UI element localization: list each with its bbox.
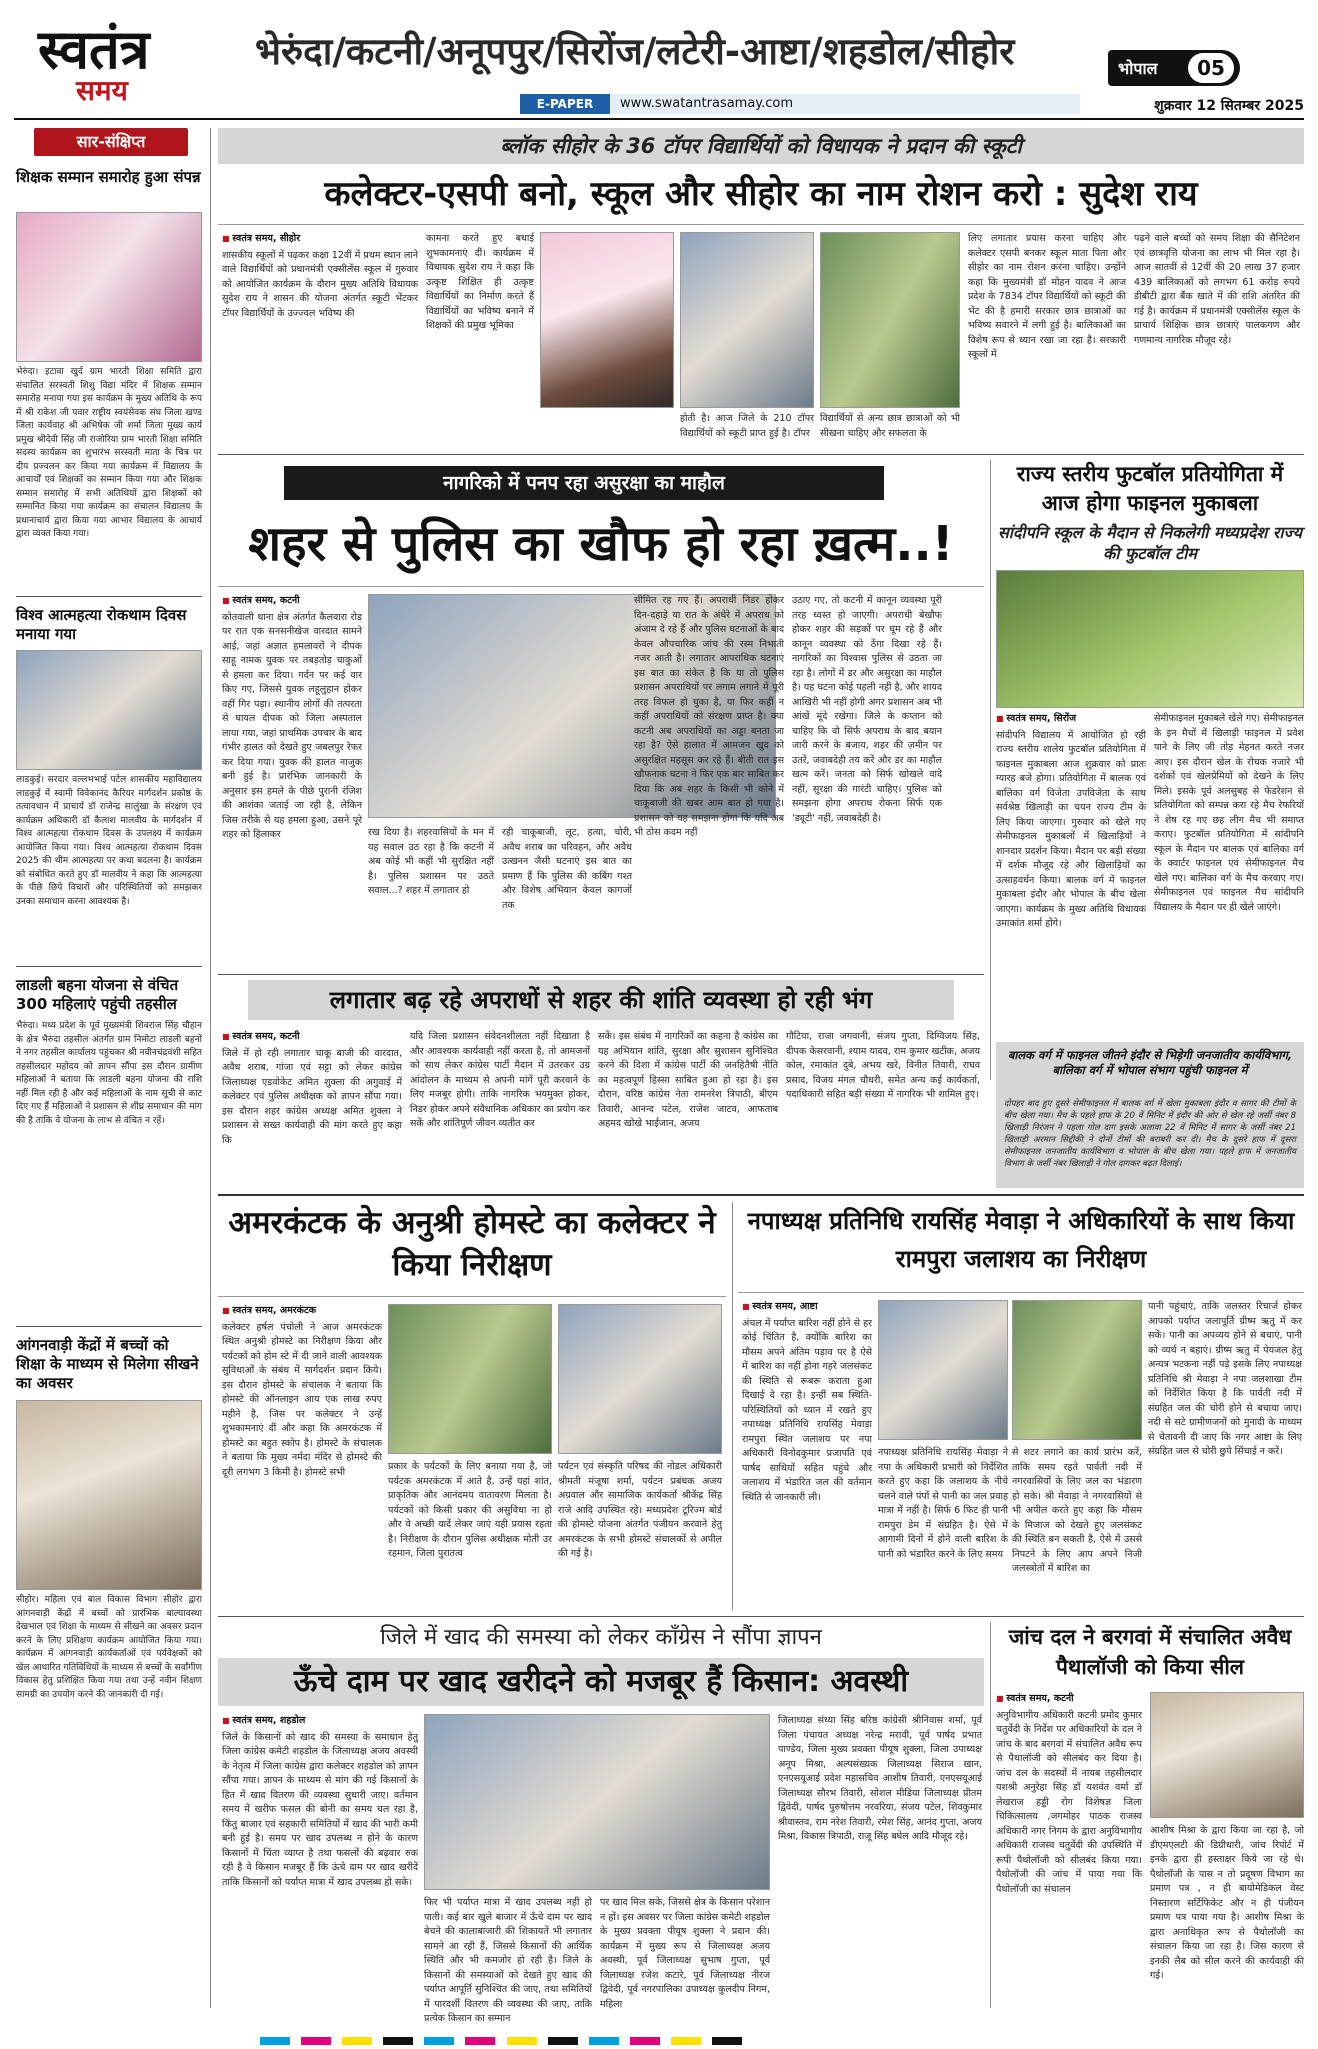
color-swatch-black-3 xyxy=(712,2037,742,2045)
cities-line: भेरुंदा/कटनी/अनूपपुर/सिरोंज/लटेरी-आष्टा/शहडोल/सीहोर xyxy=(255,30,1015,73)
story-2-byline: ■ स्वतंत्र समय, कटनी xyxy=(222,594,362,609)
sidebar-item-1-text: भेरुंदा। इटावा खुर्द ग्राम भारती शिक्षा समिति द्वारा संचालित सरस्वती शिशु विद्या मंदिर में शिक्षक सम्मान समारोह मनाया गया इस कार्यक्रम के मुख्य अतिथि के रूप में श्री राकेश जी पवार राष्ट्रीय स्वयंसेवक संघ जिला खण्ड जिला कार्यवाह श्री अभिषेक जी शर्मा जिला मुख्य कार्य प्रमुख श्रीदेवी सिंह जी राजोरिया ग्राम भारती शिक्षा समिति सदस्य कार्यक्रम का शुभारंभ सरस्वती माता के चित्र पर दीप प्रज्वलन कर किया गया कार्यक्रम में विद्यालय के आचार्यों एवं शिक्षकों का सम्मान किया गया और शिक्षक सम्मान समारोह में सभी अतिथियों द्वारा शिक्षकों को सम्मानित किया गया कार्यक्रम का संचालन विद्यालय के प्रधानाचार्य द्वारा किया गया आभार विद्यालय के आचार्य द्वारा व्यक्त किया गया। xyxy=(16,367,202,539)
story-1-col4: विद्यार्थियों से अन्य छात्र छात्राओं को भी सीखना चाहिए और सफलता के xyxy=(820,413,960,439)
sidebar-item-4-photo xyxy=(16,1400,202,1590)
print-color-strip xyxy=(260,2030,1060,2040)
story-1-col2: कामना करते हुए बधाई शुभकामनाएं दीं। कार्यक्रम में विधायक सुदेश राय ने कहा कि उत्कृष्ट शिक्षित ही उत्कृष्ट विद्यार्थियों का निर्माण करते हैं विद्यार्थियों का भविष्य बनाने में शिक्षकों की प्रमुख भूमिका xyxy=(426,233,534,331)
sidebar-item-2-title: विश्व आत्महत्या रोकथाम दिवस मनाया गया xyxy=(16,606,187,643)
story-4-col1: ■ स्वतंत्र समय, कटनी जिले में हो रही लगातार चाकू बाजी की वारदात, अवैध शराब, गांजा एवं सट्टा को लेकर कांग्रेस जिलाध्यक्ष एडवोकेट अमित शुक्ला की अगुवाई में कलेक्टर एवं पुलिस अधीक्षक को ज्ञापन सौंपा गया। इस दौरान शहर कांग्रेस अध्यक्ष अमित शुक्ला ने प्रशासन से सख्त कार्यवाही की मांग करते हुए कहा कि xyxy=(222,1030,402,1184)
story-1-photo-group xyxy=(680,232,814,408)
story-7-byline: ■ स्वतंत्र समय, शहडोल xyxy=(222,1714,418,1729)
story-4-col4: गौटिया, राजा जगवानी, संजय गुप्ता, दिग्विजय सिंह, दीपक केसरवानी, श्याम यादव, राम कुमार खटीक, अजय कोल, रमाकांत दुबे, अभय खरे, विनीत तिवारी, राघव प्रसाद, विजय मंगल चौधरी, समेत अन्य कई कार्यकर्ता, पदाधिकारी सहित बड़ी संख्या में नागरिक भी शामिल हुए। xyxy=(786,1031,980,1100)
story-6-byline: ■ स्वतंत्र समय, आष्टा xyxy=(742,1300,872,1315)
story-3-headline: राज्य स्तरीय फुटबॉल प्रतियोगिता में आज होगा फाइनल मुकाबला xyxy=(1016,462,1284,515)
story-1-photo-scooty xyxy=(820,232,960,408)
sidebar-item-4-title: आंगनवाड़ी केंद्रों में बच्चों को शिक्षा के माध्यम से मिलेगा सीखने का अवसर xyxy=(16,1336,199,1392)
story-6-col4: पानी पहुंचाएं, ताकि जलस्तर रिचार्ज होकर आपको पर्याप्त जलापूर्ति ग्रीष्म ऋतु में कर सकें। पानी का अपव्यय होने से बचाएं, पानी को व्यर्थ न बहाएं। ग्रीष्म ऋतु में पेयजल हेतु अन्यत्र भटकना नहीं पड़े इसके लिए नपाध्यक्ष प्रतिनिधि श्री मेवाड़ा ने नपा जलशाखा टीम को निर्देशित किया है कि पार्वती नदी में संग्रहित जल की चोरी होने से बचाया जाए। नदी से सटे ग्रामीणजनों को मुनादी के माध्यम से चेतावनी दी जाए कि नगर आष्टा के लिए संग्रहित जल से चोरी छुपे सिंचाई न करें। xyxy=(1148,1301,1302,1457)
story-8-col2: आशीष मिश्रा के द्वारा किया जा रहा है, जो डीएमएलटी की डिग्रीधारी, जांच रिपोर्ट में इनके द्वारा ही हस्ताक्षर किये जा रहे थे। पैथोलॉजी के पास न तो प्रदूषण विभाग का प्रमाण पत्र , न ही बायोमेडिकल वेस्ट निस्तारण सर्टिफिकेट और न ही पंजीयन प्रमाण पत्र पाया गया है। आशीष मिश्रा के द्वारा अनाधिकृत रूप से पैथोलॉजी का संचालन किया जा रहा है। जिस कारण से इनकी लैब को सील करने की कार्यवाही की गई। xyxy=(1150,1825,1304,1981)
story-1-col6: पढ़ने वाले बच्चों को समय शिक्षा की सैनिटेशन एवं छात्रवृत्ति योजना का लाभ भी मिल रहा है। आज सातवीं से 12वीं की 20 लाख 37 हजार 439 बालिकाओं को लगभग 61 करोड़ रुपये डीबीटी द्वारा बैंक खाते में की राशि अंतरित की गई है। कार्यक्रम में प्रधानमंत्री एक्सीलेंस स्कूल के प्राचार्य शिक्षिक छात्र छात्राएं पालकगण और गणमान्य नागरिक मौजूद रहे। xyxy=(1134,233,1300,346)
story-6-photo-1 xyxy=(878,1300,1008,1440)
logo-line1: स्वतंत्र xyxy=(38,17,150,81)
masthead xyxy=(0,0,1318,118)
story-3 xyxy=(996,460,1304,1190)
sidebar-item-3-title: लाडली बहना योजना से वंचित 300 महिलाएं पहुंची तहसील xyxy=(16,976,179,1013)
story-7-col4: जिलाध्यक्ष संध्या सिंह बरिष्ठ कांग्रेसी श्रीनिवास शर्मा, पूर्व जिला पंचायत अध्यक्ष नरेन्द्र मरावी, पूर्व पार्षद प्रभात पाण्डेय, जिला मुख्य प्रवक्ता पीयूष शुक्ला, जिला उपाध्यक्ष अनूप मिश्रा, अल्पसंख्यक जिलाध्यक्ष सिराज खान, एनएसयूआई प्रदेश महासचिव आशीष तिवारी, एनएसयूआई जिलाध्यक्ष सौरभ तिवारी, सोशल मीडिया जिलाध्यक्ष प्रीतम द्विवेदी, पार्षद पुरुषोत्तम नरवरिया, संजय पटेल, शिवकुमार श्रीवास्तव, राम नरेश तिवारी, रमेश सिंह, आनंद गुप्ता, अजय मिश्रा, विकास त्रिपाठी, राजू सिंह बघेल आदि मौजूद रहे। xyxy=(778,1715,982,1842)
story-3-box xyxy=(996,1042,1304,1188)
color-swatch-yellow xyxy=(342,2037,372,2045)
sidebar-item-4-text: सीहोर। महिला एवं बाल विकास विभाग सीहोर द्वारा आंगनवाड़ी केंद्रों में बच्चों को प्रारंभिक बाल्यावस्था देखभाल एवं शिक्षा के माध्यम से सीखने का अवसर प्रदान करने के लिए प्रशिक्षण कार्यक्रम आयोजित किया गया। कार्यक्रम में आंगनवाड़ी कार्यकर्ताओं एवं पर्यवेक्षकों को खेल आधारित गतिविधियों के माध्यम से बच्चों के सर्वांगीण विकास हेतु प्रशिक्षित किया गया तथा उन्हें नवीन शिक्षण सामग्री का उपयोग करने की जानकारी दी गई। xyxy=(16,1595,202,1700)
color-swatch-black-2 xyxy=(548,2037,578,2045)
edition-box xyxy=(1108,50,1240,86)
story-8-headline: जांच दल ने बरगवां में संचालित अवैध पैथालॉजी को किया सील xyxy=(1008,1625,1292,1679)
story-7-kicker: जिले में खाद की समस्या को लेकर कॉंग्रेस ने सौंपा ज्ञापन xyxy=(380,1625,822,1650)
sidebar-item-2-text: लाडकुई। सरदार वल्लभभाई पटेल शासकीय महाविद्यालय लाडकुई में स्वामी विवेकानंद कैरियर मार्गदर्शन प्रकोष्ठ के तत्वावधान में प्राचार्य डॉ राजेन्द्र सालुंखा के संरक्षण एवं कार्यक्रम अधिकारी डॉ कैलाश मालवीय के मार्गदर्शन में विश्व आत्महत्या रोकथाम दिवस के उपलक्ष्य में कार्यक्रम आयोजित किया गया। विश्व आत्महत्या रोकथाम दिवस 2025 की थीम आत्महत्या पर कथा बदलना है। कार्यक्रम को संबोधित करते हुए डॉ मालवीय ने कहा कि आत्महत्या के पीछे छिपे विचारों और परिस्थितियों को समझकर उनका समाधान करना आवश्यक है। xyxy=(16,775,202,907)
story-1-col1: ■ स्वतंत्र समय, सीहोर शासकीय स्कूलों में पढ़कर कक्षा 12वीं में प्रथम स्थान लाने वाले विद्यार्थियों को प्रधानमंत्री एक्सीलेंस स्कूल में गुरुवार को आयोजित कार्यक्रम के दौरान मुख्य अतिथि विधायक सुदेश राय ने शासन की योजना अंतर्गत स्कूटी भेंटकर टॉपर विद्यार्थियों के उज्ज्वल भविष्य की xyxy=(222,232,418,446)
story-1-kicker: ब्लॉक सीहोर के 36 टॉपर विद्यार्थियों को विधायक ने प्रदान की स्कूटी xyxy=(500,134,1022,158)
masthead-rule xyxy=(14,118,1304,120)
color-swatch-magenta xyxy=(301,2037,331,2045)
color-swatch-cyan-2 xyxy=(424,2037,454,2045)
sidebar-item-1 xyxy=(16,168,202,598)
story-5 xyxy=(218,1202,726,1610)
sidebar-item-2-photo xyxy=(16,650,202,770)
epaper-bar xyxy=(520,94,1080,114)
story-4-col2: यदि जिला प्रशासन संवेदनशीलता नहीं दिखाता है और आवश्यक कार्यवाही नहीं करता है, तो आमजनों को साथ लेकर कांग्रेस पार्टी मैदान में उतरकर उग्र आंदोलन के माध्यम से अपनी मांगें पूरी करवाने के लिए मजबूर होगी। ताकि नागरिक भयमुक्त होकर, निडर होकर अपने संवैधानिक अधिकार का प्रयोग कर सकें और शांतिपूर्ण जीवन व्यतीत कर xyxy=(410,1031,590,1129)
logo-line2: समय xyxy=(76,74,128,107)
story-6-photo-2 xyxy=(1012,1300,1142,1440)
story-1-col5: लिए लगातार प्रयास करना चाहिए और कलेक्टर एसपी बनकर स्कूल माता पिता और सीहोर का नाम रोशन करना चाहिए। उन्होंने कहा कि मुख्यमंत्री डॉ मोहन यादव ने आज प्रदेश के 7834 टॉपर विद्यार्थियों को स्कूटी की भेंट की है हमारी सरकार छात्र छात्राओं का भविष्य सवारने में लगी हुई है। बालिकाओं का विशेष रूप से ध्यान रखा जा रहा है। सरकारी स्कूलों में xyxy=(968,233,1126,360)
story-4-headline-bar xyxy=(248,980,954,1020)
story-3-photo-football xyxy=(996,570,1304,708)
story-7-col1: ■ स्वतंत्र समय, शहडोल जिले के किसानों को खाद की समस्या के समाधान हेतु जिला कांग्रेस कमेटी शहडोल के जिलाध्यक्ष अजय अवस्थी के नेतृत्व में जिला कांग्रेस द्वारा कलेक्टर शहडोल को ज्ञापन सौंपा गया। ज्ञापन के माध्यम से मांग की गई किसानों के हित में खाद वितरण की व्यवस्था सुधारी जाए। वर्तमान समय में खरीफ फसल की बोनी का समय चल रहा है, किंतु बाजार एवं सहकारी समितियों में खाद की भारी कमी बनी हुई है। समय पर खाद उपलब्ध न होने के कारण किसानों में चिंता व्याप्त है तथा फसलों की बढ़वार रुक रही है वे किसान मजबूर हैं कि ऊंचे दाम पर खाद खरीदें ताकि किसानों को पर्याप्त मात्रा में खाद उपलब्ध हो सके। xyxy=(222,1714,418,2006)
story-8-col1: ■ स्वतंत्र समय, कटनी अनुविभागीय अधिकारी कटनी प्रमोद कुमार चतुर्वेदी के निर्देश पर अधिकारियों के दल ने जांच के बाद बरगवां में संचालित अवैध रूप से पैथालॉजी को सीलबंद कर दिया है। जांच दल के सदस्यों में नायब तहसीलदार यशश्री अनुरेहा सिंह डॉ यशवंत वर्मा डॉ लेखराज हड्डी रोग विशेषज्ञ जिला चिकित्सालय ,जगमोहर पाठक राजस्व अधिकारी नगर निगम के द्वारा अनुविभागीय अधिकारी राजस्व चतुर्वेदी की उपस्थिति में रूपी पैथोलॉजी को सीलबंद किया गया। पैथोलॉजी की जांच में पाया गया कि पैथोलॉजी का संचालन xyxy=(996,1692,1142,2006)
story-8-byline: ■ स्वतंत्र समय, कटनी xyxy=(996,1692,1142,1707)
story-5-col3: पर्यटन एवं संस्कृति परिषद की नोडल अधिकारी श्रीमती मंजूषा शर्मा, पर्यटन प्रबंधक अजय अग्रवाल और सामाजिक कार्यकर्ता श्रीकेंद्र सिंह राजे आदि उपस्थित रहे। मध्यप्रदेश टूरिज्म बोर्ड की होमस्टे योजना अंतर्गत पंजीयन करवाने हेतु अमरकंटक के सभी होमस्टे संचालकों से अपील की गई है। xyxy=(558,1461,722,1559)
story-7-headline: ऊँचे दाम पर खाद खरीदने को मजबूर हैं किसान: अवस्थी xyxy=(293,1664,909,1699)
story-6-col1: ■ स्वतंत्र समय, आष्टा अंचल में पर्याप्त बारिश नहीं होने से हर कोई चिंतित है, क्योंकि बारिश का मौसम अपने अंतिम पड़ाव पर है ऐसे में बारिश का नहीं होना गहरे जलसंकट की स्थिति से रूबरू कराता हुआ दिखाई दे रहा है। इन्हीं सब स्थिति-परिस्थितियों को ध्यान में रखते हुए नपाध्यक्ष प्रतिनिधि रायसिंह मेवाड़ा रामपुरा स्थित जलाशय पर नपा अधिकारी विनोदकुमार प्रजापति एवं पार्षद साथियों सहित पहुंचे और जलाशय में भंडारित जल की वर्तमान स्थिति से जानकारी ली। xyxy=(742,1300,872,1608)
color-swatch-magenta-3 xyxy=(630,2037,660,2045)
story-3-subhead: सांदीपनि स्कूल के मैदान से निकलेगी मध्यप्रदेश राज्य की फुटबॉल टीम xyxy=(997,523,1303,563)
story-7-headline-bar xyxy=(218,1658,984,1706)
sidebar-item-2 xyxy=(16,606,202,960)
story-7-photo xyxy=(424,1714,770,1890)
sidebar-header: सार-संक्षिप्त xyxy=(34,128,188,156)
story-4-byline: ■ स्वतंत्र समय, कटनी xyxy=(222,1030,402,1045)
epaper-label: E-PAPER xyxy=(520,94,610,114)
story-5-headline: अमरकंटक के अनुश्री होमस्टे का कलेक्टर ने किया निरीक्षण xyxy=(228,1205,716,1283)
story-5-photo-2 xyxy=(558,1304,722,1454)
story-3-byline: ■ स्वतंत्र समय, सिरोंज xyxy=(996,712,1146,727)
story-2-col1: ■ स्वतंत्र समय, कटनी कोतवाली थाना क्षेत्र अंतर्गत कैलवारा रोड पर रात एक सनसनीखेज वारदात सामने आई, जहां अज्ञात हमलावरों ने दीपक साहू नामक युवक पर तबड़तोड़ चाकुओं से हमला कर दिया। गर्दन पर कई वार किए गए, जिससे युवक लहूलुहान होकर वहीं गिर पड़ा। स्थानीय लोगों की तत्परता से घायल दीपक को जिला अस्पताल लाया गया, जहां प्राथमिक उपचार के बाद गंभीर हालत को देखते हुए जबलपुर रेफर कर दिया गया। युवक की हालत नाजुक बनी हुई है। प्रारंभिक जानकारी के अनुसार इस हमले के पीछे पुरानी रंजिश की आशंका जताई जा रही है, लेकिन जिस तरीके से यह हमला हुआ, उसने पूरे शहर को हिलाकर xyxy=(222,594,362,964)
story-6-headline: नपाध्यक्ष प्रतिनिधि रायसिंह मेवाड़ा ने अधिकारियों के साथ किया रामपुरा जलाशय का निरीक्षण xyxy=(747,1207,1295,1273)
story-5-col2: प्रकार के पर्यटकों के लिए बनाया गया है, जो पर्यटक अमरकंटक में आते है, उन्हें यहां शांत, प्राकृतिक और आनंदमय वातावरण मिलता है। पर्यटकों को किसी प्रकार की असुविधा ना हो और वे अच्छी यादें लेकर जाएं यही प्रयास रहता है। निरीक्षण के दौरान पुलिस अधीक्षक मोती उर रहमान, जिला पुरातत्व xyxy=(388,1461,552,1559)
story-4 xyxy=(218,974,984,1186)
story-1-byline: ■ स्वतंत्र समय, सीहोर xyxy=(222,232,418,247)
story-1-headline: कलेक्टर-एसपी बनो, स्कूल और सीहोर का नाम रोशन करो : सुदेश राय xyxy=(324,174,1198,214)
story-5-photo-1 xyxy=(388,1304,552,1454)
color-swatch-yellow-2 xyxy=(507,2037,537,2045)
story-8-photo xyxy=(1150,1692,1304,1818)
sidebar-item-4 xyxy=(16,1336,202,1964)
story-7 xyxy=(218,1622,984,2024)
sidebar-item-1-photo xyxy=(16,212,202,362)
story-4-headline: लगातार बढ़ रहे अपराधों से शहर की शांति व्यवस्था हो रही भंग xyxy=(329,986,873,1014)
story-2-banner: नागरिको में पनप रहा असुरक्षा का माहौल xyxy=(284,466,884,500)
date-line: शुक्रवार 12 सितम्बर 2025 xyxy=(1154,98,1304,114)
website-link[interactable]: www.swatantrasamay.com xyxy=(620,96,794,111)
story-6 xyxy=(738,1202,1304,1610)
edition-name: भोपाल xyxy=(1118,59,1158,78)
sidebar xyxy=(16,128,202,2008)
story-1 xyxy=(218,128,1304,450)
story-3-col2: सेमीफाइनल मुकाबले खेले गए। सेमीफाइनल के इन मैचों में खिलाड़ी फाइनल में प्रवेश पाने के लिए जी तोड़ मेहनत करते नजर आए। इस दौरान खेल के रोचक नजारे भी दर्शकों एवं खेलप्रेमियों को देखने के लिए मिले। इसके पूर्व अलसुबह से फेडरेशन से प्रतियोगिता को सम्पन्न करा रहे मैच रेफरियों ने शेष रह गए छह लीग मैच भी समाप्त कराए। फुटबॉल प्रतियोगिता में सांदीपनि स्कूल के मैदान पर बालक एवं बालिका वर्ग के क्वार्टर फाइनल एवं सेमीफाइनल मैच खेले गए। बालिका वर्ग के मैच करवाए गए। सेमीफाइनल एवं फाइनल मैच सांदीपनि विद्यालय के मैदान पर ही खेले जाएंगे। xyxy=(1154,713,1304,913)
page-number: 05 xyxy=(1188,53,1234,83)
story-1-kicker-bar xyxy=(218,128,1304,164)
story-2-headline: शहर से पुलिस का खौफ हो रहा ख़त्म..! xyxy=(248,516,954,572)
story-6-col3: से शटर लगाने का कार्य प्रारंभ करें, ताकि समय रहते पार्वती नदी में नगरवासियों के लिए जल का भंडारण हो सके। श्री मेवाड़ा ने नगरवासियों से भी अपील करते हुए कहा कि मौसम के मिजाज को देखते हुए जलसंकट की स्थिति बन सकती है, ऐसे में उससे निपटने के लिए आप अपने निजी जलस्त्रोतों में बारिश का xyxy=(1012,1447,1142,1574)
story-5-byline: ■ स्वतंत्र समय, अमरकंटक xyxy=(222,1304,382,1319)
color-swatch-cyan xyxy=(260,2037,290,2045)
story-7-col2: फिर भी पर्याप्त मात्रा में खाद उपलब्ध नहीं हो पाती। कई बार खुले बाजार में ऊँचे दाम पर खाद बेचने की कालाबाजारी की शिकायतें भी लगातार सामने आ रही हैं, जिससे किसानों की आर्थिक स्थिति और भी कमजोर हो रही है। जिले के किसानों की समस्याओं को देखते हुए खाद की पर्याप्त आपूर्ति सुनिश्चित की जाए, तथा समितियों में पारदर्शी वितरण की व्यवस्था की जाए, ताकि प्रत्येक किसान का सम्मान xyxy=(424,1897,592,2024)
story-1-col3: होती है। आज जिले के 210 टॉपर विद्यार्थियों को स्कूटी प्राप्त हुई है। टॉपर xyxy=(680,413,814,439)
story-2-column-5: उठाए गए, तो कटनी में कानून व्यवस्था पूरी तरह ध्वस्त हो जाएगी। अपराधी बेखौफ होकर शहर की सड़कों पर घूम रहे हैं और कानून व्यवस्था को ठेंगा दिखा रहे हैं। नागरिकों का विश्वास पुलिस से उठता जा रहा है। लोगों में डर और असुरक्षा का माहौल है। यह घटना कोई पहली नहीं है, और शायद आखिरी भी नहीं होगी अगर प्रशासन अब भी आंखें मूंदे रखेगा। जिले के कप्तान को चाहिए कि वो सिर्फ अपराध के बाद बयान जारी करने के बजाय, शहर की ज़मीन पर उतरें, जवाबदेही तय करें और डर का माहौल खत्म करें। जनता को सिर्फ खोखले वादे नहीं, सुरक्षा की गारंटी चाहिए। पुलिस को समझना होगा अपराध रोकना सिर्फ एक 'ड्यूटी' नहीं, जवाबदेही है। xyxy=(792,595,942,824)
color-swatch-magenta-2 xyxy=(465,2037,495,2045)
sidebar-item-3-text: भैरुंदा। मध्य प्रदेश के पूर्व मुख्यमंत्री शिवराज सिंह चौहान के क्षेत्र भैरुंदा तहसील अंतर्गत ग्राम निमोटा लाडली बहनों ने नगर तहसील कार्यालय पहुंचकर श्री नवीनचंद्रवंशी सहित तहसीलदार महोदय को ज्ञापन सौंपा इस दौरान ग्रामीण महिलाओं ने बताया कि लाडली बहना योजना की राशि नहीं मिल रही है और कई महिलाओं के नाम सूची से काट दिए गए हैं महिलाओं ने प्रशासन से शीघ्र समाधान की मांग की है ताकि वे योजना के लाभ से वंचित न रहें। xyxy=(16,1021,202,1126)
color-swatch-cyan-3 xyxy=(589,2037,619,2045)
story-6-col2: नपाध्यक्ष प्रतिनिधि रायसिंह मेवाड़ा ने नपा के अधिकारी प्रभारी को निर्देशित करते हुए कहा कि जलाशय के नीचे चलने वाले पंपों से पानी का जल प्रवाह मात्रा में नहीं है। सिर्फ 6 फिट ही पानी रामपुरा डेम में संग्रहित है। ऐसे में आगामी दिनों में होने वाली बारिश के पानी को भंडारित करने के लिए समय xyxy=(878,1447,1008,1560)
story-3-box-title: बालक वर्ग में फाइनल जीतने इंदौर से भिड़ेगी जनजातीय कार्यविभाग, बालिका वर्ग में भोपाल संभाग पहुंची फाइनल में xyxy=(1007,1048,1293,1077)
sidebar-item-1-title: शिक्षक सम्मान समारोह हुआ संपन्न xyxy=(16,168,201,186)
story-8 xyxy=(996,1622,1304,2008)
story-7-col3: पर खाद मिल सके, जिससे क्षेत्र के किसान परेशान न हों। इस अवसर पर जिला कांग्रेस कमेटी शहडोल के मुख्य प्रवक्ता पीयूष शुक्ला ने प्रदान की। कार्यक्रम में मुख्य रूप से जिलाध्यक्ष अजय अवस्थी, पूर्व जिलाध्यक्ष सुभाष गुप्ता, पूर्व जिलाध्यक्ष रजेश कटारे, पूर्व जिलाध्यक्ष नीरज द्विवेदी, पूर्व नगरपालिका उपाध्यक्ष कुलदीप निगम, महिला xyxy=(600,1897,770,2010)
story-5-col1: ■ स्वतंत्र समय, अमरकंटक कलेक्टर हर्षल पंचोली ने आज अमरकंटक स्थित अनुश्री होमस्टे का निरीक्षण किया और पर्यटकों को होम स्टे में दी जाने वाली आवश्यक सुविधाओं के संबंध में मार्गदर्शन प्रदान किये। इस दौरान होमस्टे के संचालक ने बताया कि होमस्टे की ऑनलाइन आय एक लाख रुपए महीने है, जिस पर कलेक्टर ने उन्हें शुभकामनाएं दीं और कहा कि अमरकंटक में होमस्टे का बहुत स्कोप है। होमस्टे के संचालक ने बताया कि मुख्य नर्मदा मंदिर से होमस्टे की दूरी लगभग 3 किमी है। होमस्टे सभी xyxy=(222,1304,382,1608)
color-swatch-yellow-3 xyxy=(671,2037,701,2045)
story-2-col3: रही चाकूबाजी, लूट, हत्या, चोरी, अवैध शराब का परिवहन, और अवैध उत्खनन जैसी घटनाएं इस बात का प्रमाण हैं कि पुलिस की कबिंग गश्त और विशेष अभियान केवल कागजों तक xyxy=(502,827,632,911)
story-3-col1: ■ स्वतंत्र समय, सिरोंज सांदीपनि विद्यालय में आयोजित हो रही राज्य स्तरीय शालेय फुटबॉल प्रतियोगिता में फाइनल मुकाबला आज शुक्रवार को प्रातः ग्यारह बजे होगा। प्रतियोगिता में बालक एवं बालिका वर्ग विजेता उपविजेता के साथ सर्वश्रेष्ठ खिलाड़ी का चयन राज्य टीम के लिए किया जाएगा। गुरुवार को खेले गए सेमीफाइनल मुकाबलों में खिलाड़ियों ने शानदार प्रदर्शन किया। मैदान पर बड़ी संख्या में दर्शक मौजूद रहे और खिलाड़ियों का उत्साहवर्धन किया। बालक वर्ग में फाइनल मुकाबला इंदौर और भोपाल के बीच खेला जाएगा। कार्यक्रम के मुख्य अतिथि विधायक उमाकांत शर्मा होंगे। xyxy=(996,712,1146,1030)
story-4-col3: सकें। इस संबंध में नागरिकों का कहना है कांग्रेस का यह अभियान शांति, सुरक्षा और सुशासन सुनिश्चित करने की दिशा में कांग्रेस पार्टी की जनहितैषी नीति का महत्वपूर्ण हिस्सा साबित हुआ हो रहा है। इस दौरान, वरिष्ठ कांग्रेस नेता रामनरेश त्रिपाठी, बीएम तिवारी, आनन्द पटेल, राजेश जाटव, आफताब अहमद खोखे भाईजान, अजय xyxy=(598,1031,778,1129)
story-3-box-text: दोपहर बाद हुए दूसरे सेमीफाइनल में बालक वर्ग में खेला मुकाबला इंदौर व सागर की टीमों के बीच खेला गया। मैच के पहले हाफ के 20 वें मिनिट में इंदौर की ओर से खेल रहे जर्सी नंबर 8 खिलाड़ी निरंजन ने पहला गोल दाग इसके अलावा 22 वें मिनिट में सागर के जर्सी नंबर 21 खिलाड़ी अरमान सिद्दीकी ने दोनों टीमों की बराबरी कर दी। मैच के दूसरे हाफ में दूसरा सेमीफाइनल जनजातीय कार्यविभाग व भोपाल के बीच खेला गया। पहले हाफ में जनजातीय विभाग के जर्सी नंबर खिलाड़ी ने गोल दागकर बढ़त दिलाई। xyxy=(1004,1099,1296,1169)
logo xyxy=(38,17,228,110)
story-2-col2: रख दिया है। शहरवासियों के मन में यह सवाल उठ रहा है कि कटनी में अब कोई भी कहीं भी सुरक्षित नहीं है। पुलिस प्रशासन पर उठते सवाल...? शहर में लगातार हो xyxy=(368,827,494,896)
story-1-photo-mla xyxy=(540,232,674,408)
story-2-column-4: सीमित रह गए हैं। अपराधी निडर होकर दिन-दहाड़े या रात के अंधेरे में अपराध को अंजाम दे रहे हैं और पुलिस घटनाओं के बाद केवल औपचारिक जांच की रस्म निभाती नजर आती है। लगातार आपराधिक घटनाएं इस बात का संकेत है कि या तो पुलिस प्रशासन अपराधियों पर लगाम लगाने में पूरी तरह विफल हो चुका है, या फिर कहीं न कहीं अपराधियों को संरक्षण प्राप्त है। क्या कटनी अब अपराधियों का अड्डा बनता जा रहा है? ऐसे हालात में आमजन खुद को असुरक्षित महसूस कर रहे हैं। बीती रात इस खौफनाक घटना ने फिर एक बार साबित कर दिया कि अब शहर के किसी भी कोने में चाकूबाजी की खबर आम बात हो गया है। प्रशासन को यह समझना होगा कि यदि अब भी ठोस कदम नहीं xyxy=(634,595,784,838)
sidebar-item-3 xyxy=(16,976,202,1320)
color-swatch-black xyxy=(383,2037,413,2045)
